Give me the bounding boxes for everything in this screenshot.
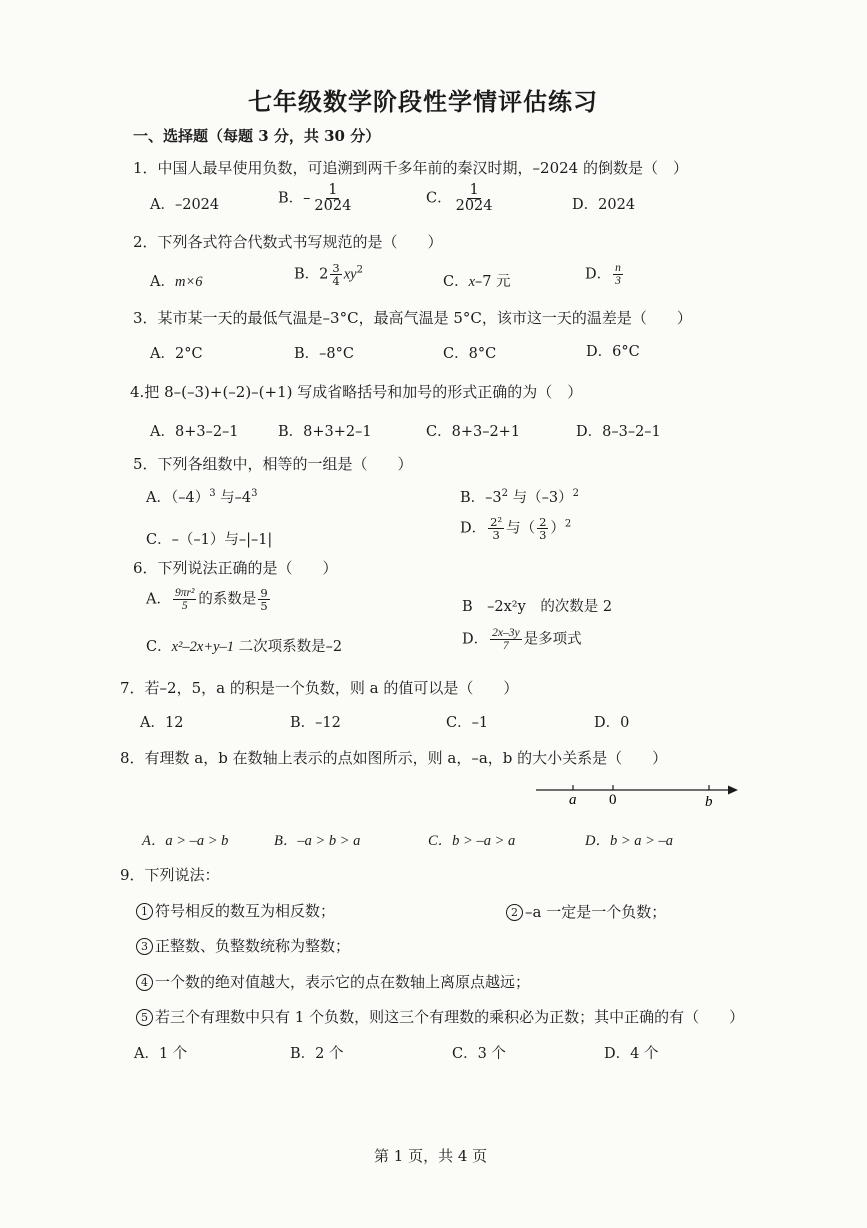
question-6-stem: 6．下列说法正确的是（ ） — [133, 559, 338, 577]
q3-option-a: A．2°C — [150, 346, 203, 362]
question-4-stem: 4.把 8–(–3)+(–2)–(+1) 写成省略括号和加号的形式正确的为（ ） — [130, 383, 583, 401]
q7-option-a: A．12 — [140, 715, 184, 731]
q1-option-a: A．–2024 — [150, 197, 220, 213]
number-line-arrow — [728, 786, 738, 795]
q4-option-a: A．8+3–2–1 — [150, 424, 239, 440]
question-9-stem: 9．下列说法： — [120, 866, 220, 884]
q8-option-b: B．–a > b > a — [274, 833, 361, 849]
question-5-stem: 5．下列各组数中，相等的一组是（ ） — [133, 455, 413, 473]
q2-option-d: D． $\frac{n}{3}$ — [585, 262, 621, 288]
q3-option-c: C．8°C — [443, 346, 497, 362]
page-title: 七年级数学阶段性学情评估练习 — [248, 87, 598, 116]
question-3-stem: 3．某市某一天的最低气温是–3°C，最高气温是 5°C，该市这一天的温差是（ ） — [133, 309, 692, 327]
q4-option-d: D．8–3–2–1 — [576, 424, 661, 440]
section-heading: 一、选择题（每题 3 分，共 30 分） — [133, 127, 381, 145]
q9-statement-1: 1 符号相反的数互为相反数； — [136, 900, 335, 921]
q6-option-d: D． $\frac{2x-3y}{7}$ 是多项式 — [462, 627, 582, 653]
question-2-stem: 2．下列各式符合代数式书写规范的是（ ） — [133, 233, 443, 251]
q4-option-b: B．8+3+2–1 — [278, 424, 372, 440]
q9-statement-3: 3 正整数、负整数统称为整数； — [136, 935, 350, 956]
label-a: a — [569, 792, 577, 808]
q5-option-b: B．$-3^2$ 与$(-3)^2$ — [460, 488, 579, 506]
question-1-stem: 1．中国人最早使用负数，可追溯到两千多年前的秦汉时期，–2024 的倒数是（ ） — [133, 159, 688, 177]
q9-option-b: B．2 个 — [290, 1046, 344, 1062]
q6-option-c: C．x²–2x+y–1 二次项系数是–2 — [146, 639, 343, 655]
q7-option-d: D．0 — [594, 715, 630, 731]
q3-option-b: B．–8°C — [294, 346, 354, 362]
q9-statement-5: 5 若三个有理数中只有 1 个负数，则这三个有理数的乘积必为正数；其中正确的有（ ） — [136, 1006, 744, 1027]
q7-option-b: B．–12 — [290, 715, 341, 731]
q6-option-a: A． $\frac{\text{9πr²}}{5}$ 的系数是 $\frac{9}{5}$ — [146, 586, 268, 614]
q1-option-c: C． $\frac{1}{2024}$ — [426, 182, 493, 215]
q8-option-d: D．b > a > –a — [585, 833, 674, 849]
q8-option-a: A．a > –a > b — [142, 833, 229, 849]
number-line-figure — [530, 774, 745, 810]
q1-option-d: D．2024 — [572, 197, 636, 213]
label-b: b — [705, 794, 713, 810]
question-8-stem: 8．有理数 a，b 在数轴上表示的点如图所示，则 a，–a，b 的大小关系是（ ） — [120, 749, 668, 767]
q6-option-b: B –2x²y 的次数是 2 — [462, 599, 613, 615]
q5-option-d: D． $\frac{\text{2²}}{3}$ 与（ $\frac{2}{3}$ ）$^2$ — [460, 515, 572, 543]
q3-option-d: D．6°C — [586, 344, 640, 360]
q2-option-a: A．m×6 — [150, 274, 203, 290]
q2-option-c: C．x–7 元 — [443, 274, 511, 290]
q9-statement-4: 4 一个数的绝对值越大，表示它的点在数轴上离原点越远； — [136, 971, 530, 992]
q9-statement-2: 2 –a 一定是一个负数； — [506, 901, 666, 922]
q1-option-b: B．– $\frac{1}{2024}$ — [278, 182, 352, 215]
q5-option-a: A．$(-4)^3$ 与$-4^3$ — [146, 488, 258, 506]
q9-option-c: C．3 个 — [452, 1046, 506, 1062]
question-7-stem: 7．若–2，5，a 的积是一个负数，则 a 的值可以是（ ） — [120, 679, 519, 697]
q2-option-b: B．2 $\frac{3}{4}$ $xy^2$ — [294, 261, 363, 289]
q9-option-d: D．4 个 — [604, 1046, 659, 1062]
label-0: 0 — [609, 792, 617, 808]
q5-option-c: C．–（–1）与–|–1| — [146, 532, 273, 548]
page-footer: 第 1 页，共 4 页 — [374, 1147, 488, 1165]
q9-option-a: A．1 个 — [134, 1046, 188, 1062]
q4-option-c: C．8+3–2+1 — [426, 424, 521, 440]
q8-option-c: C．b > –a > a — [428, 833, 516, 849]
q7-option-c: C．–1 — [446, 715, 489, 731]
